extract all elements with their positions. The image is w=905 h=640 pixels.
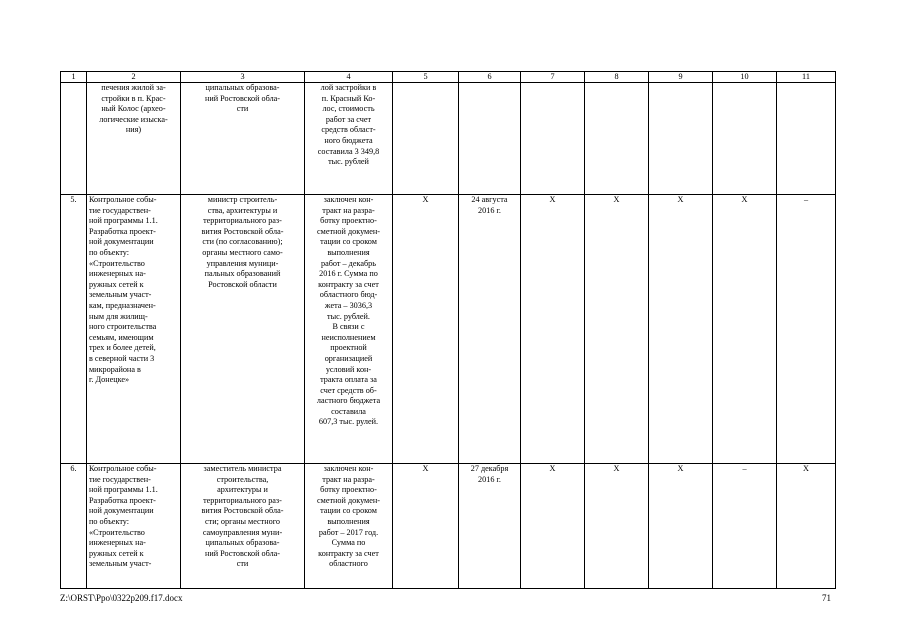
- table-row: [61, 464, 836, 589]
- column-number: 11: [777, 72, 836, 83]
- table-cell: Х: [777, 464, 836, 589]
- table-cell: [713, 83, 777, 195]
- table-cell: [649, 83, 713, 195]
- column-number: 7: [521, 72, 585, 83]
- column-number: 8: [585, 72, 649, 83]
- date-cell: 27 декабря 2016 г.: [459, 464, 521, 589]
- table-cell: Х: [585, 195, 649, 464]
- column-number: 1: [61, 72, 87, 83]
- result-cell: лой застройки в п. Красный Ко- лос, стоимость работ за счет средств област- ного бюджета составила 3 349,8 тыс. рублей: [305, 83, 393, 195]
- table-cell: [521, 83, 585, 195]
- column-number: 4: [305, 72, 393, 83]
- column-number: 6: [459, 72, 521, 83]
- table-cell: [393, 83, 459, 195]
- table-cell: [459, 83, 521, 195]
- table-cell: Х: [649, 195, 713, 464]
- column-number: 9: [649, 72, 713, 83]
- table-cell: Х: [393, 195, 459, 464]
- table-cell: –: [713, 464, 777, 589]
- page-number: 71: [822, 593, 831, 603]
- column-number: 3: [181, 72, 305, 83]
- document-table: [60, 71, 836, 589]
- event-cell: печения жилой за- стройки в п. Крас- ный Колос (архео- логические изыска- ния): [87, 83, 181, 195]
- table-row: [61, 195, 836, 464]
- row-number-cell: 5.: [61, 195, 87, 464]
- table-cell: [777, 83, 836, 195]
- table-cell: Х: [393, 464, 459, 589]
- column-number-row: [61, 72, 836, 83]
- column-number: 5: [393, 72, 459, 83]
- table-cell: Х: [585, 464, 649, 589]
- table-cell: Х: [521, 464, 585, 589]
- table-cell: –: [777, 195, 836, 464]
- column-number: 2: [87, 72, 181, 83]
- row-number-cell: 6.: [61, 464, 87, 589]
- responsible-cell: ципальных образова- ний Ростовской обла- сти: [181, 83, 305, 195]
- column-number: 10: [713, 72, 777, 83]
- event-cell: Контрольное собы- тие государствен- ной программы 1.1. Разработка проект- ной документации по объекту: «Строительство инженерных на- ружных сетей к земельным участ-: [87, 464, 181, 589]
- table-cell: [585, 83, 649, 195]
- footer-file-path: Z:\ORST\Ppo\0322p209.f17.docx: [60, 593, 183, 603]
- table-row: [61, 83, 836, 195]
- row-number-cell: [61, 83, 87, 195]
- date-cell: 24 августа 2016 г.: [459, 195, 521, 464]
- table-cell: Х: [713, 195, 777, 464]
- result-cell: заключен кон- тракт на разра- ботку проектно- сметной докумен- тации со сроком выполнения работ – декабрь 2016 г. Сумма по контракту за счет областного бюд- жета – 3036,3 тыс. рублей. В связи с неисполнением проектной организацией условий кон- тракта оплата за счет средств об- ластного бюджета составила 607,3 тыс. рулей.: [305, 195, 393, 464]
- event-cell: Контрольное собы- тие государствен- ной программы 1.1. Разработка проект- ной документации по объекту: «Строительство инженерных на- ружных сетей к земельным участ- кам, предназначен- ным для жилищ- ного строительства семьям, имеющим трех и более детей, в северной части 3 микрорайона в г. Донецке»: [87, 195, 181, 464]
- responsible-cell: министр строитель- ства, архитектуры и территориального раз- вития Ростовской обла- сти (по согласованию); органы местного само- управления муници- пальных образований Ростовской области: [181, 195, 305, 464]
- result-cell: заключен кон- тракт на разра- ботку проектно- сметной докумен- тации со сроком выполнения работ – 2017 год. Сумма по контракту за счет областного: [305, 464, 393, 589]
- responsible-cell: заместитель министра строительства, архитектуры и территориального раз- вития Ростовской обла- сти; органы местного самоуправления муни- ципальных образова- ний Ростовской обла- сти: [181, 464, 305, 589]
- table-cell: Х: [649, 464, 713, 589]
- table-cell: Х: [521, 195, 585, 464]
